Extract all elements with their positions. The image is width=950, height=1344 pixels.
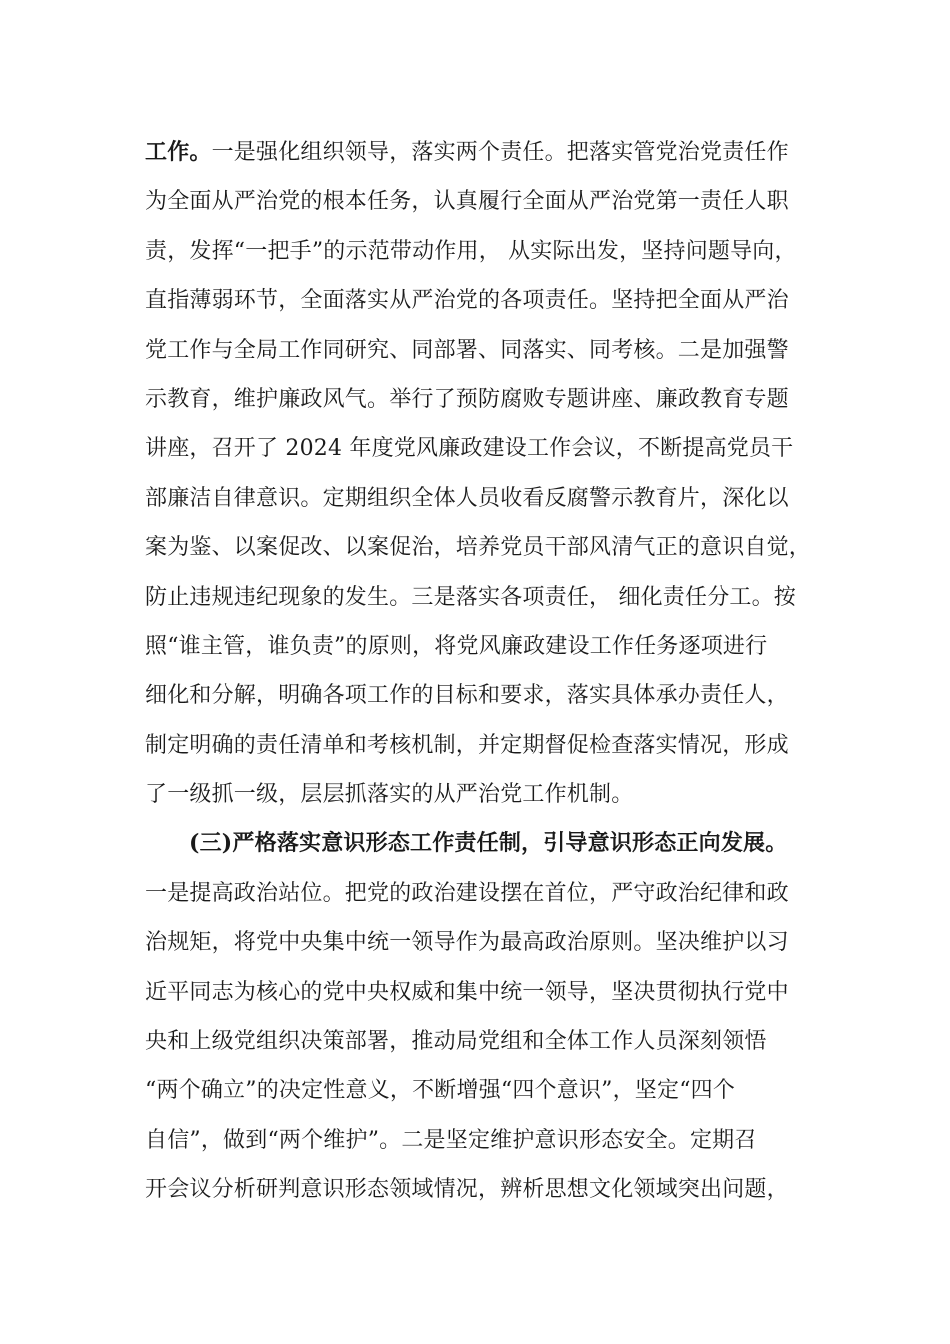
paragraph-line: 讲座，召开了 2024 年度党风廉政建设工作会议，不断提高党员干	[145, 436, 794, 462]
paragraph-line: 近平同志为核心的党中央权威和集中统一领导，坚决贯彻执行党中	[145, 979, 789, 1005]
paragraph-line: 制定明确的责任清单和考核机制，并定期督促检查落实情况，形成	[145, 732, 789, 758]
paragraph-line: 直指薄弱环节，全面落实从严治党的各项责任。坚持把全面从严治	[145, 288, 789, 314]
section-heading: (三)严格落实意识形态工作责任制，引导意识形态正向发展。	[189, 830, 788, 857]
paragraph-line: 部廉洁自律意识。定期组织全体人员收看反腐警示教育片，深化以	[145, 485, 789, 511]
document-body	[145, 128, 825, 1215]
paragraph-line: 照“谁主管，谁负责”的原则，将党风廉政建设工作任务逐项进行	[145, 633, 768, 659]
paragraph-line: 央和上级党组织决策部署，推动局党组和全体工作人员深刻领悟	[145, 1029, 767, 1055]
paragraph-line: 自信”，做到“两个维护”。二是坚定维护意识形态安全。定期召	[145, 1127, 757, 1153]
paragraph-line: 案为鉴、以案促改、以案促治，培养党员干部风清气正的意识自觉，	[145, 535, 812, 561]
bold-lead: 工作。	[145, 139, 212, 165]
paragraph-line: “两个确立”的决定性意义，不断增强“四个意识”，坚定“四个	[145, 1078, 736, 1104]
paragraph-line: 防止违规违纪现象的发生。三是落实各项责任， 细化责任分工。按	[145, 584, 796, 610]
paragraph-line: 为全面从严治党的根本任务，认真履行全面从严治党第一责任人职	[145, 189, 789, 215]
paragraph-line: 开会议分析研判意识形态领域情况，辨析思想文化领域突出问题，	[145, 1177, 789, 1203]
paragraph-line: 示教育，维护廉政风气。举行了预防腐败专题讲座、廉政教育专题	[145, 386, 789, 412]
paragraph-line: 一是提高政治站位。把党的政治建设摆在首位，严守政治纪律和政	[145, 880, 789, 906]
paragraph-line	[145, 128, 825, 177]
line-text: 一是强化组织领导，落实两个责任。把落实管党治党责任作	[211, 140, 789, 165]
paragraph-line: 责，发挥“一把手”的示范带动作用， 从实际出发，坚持问题导向，	[145, 238, 797, 264]
paragraph-line: 了一级抓一级，层层抓落实的从严治党工作机制。	[145, 782, 634, 808]
paragraph-line: 细化和分解，明确各项工作的目标和要求，落实具体承办责任人，	[145, 683, 789, 709]
paragraph-line: 治规矩，将党中央集中统一领导作为最高政治原则。坚决维护以习	[145, 930, 789, 956]
paragraph-line: 党工作与全局工作同研究、同部署、同落实、同考核。二是加强警	[145, 337, 789, 363]
